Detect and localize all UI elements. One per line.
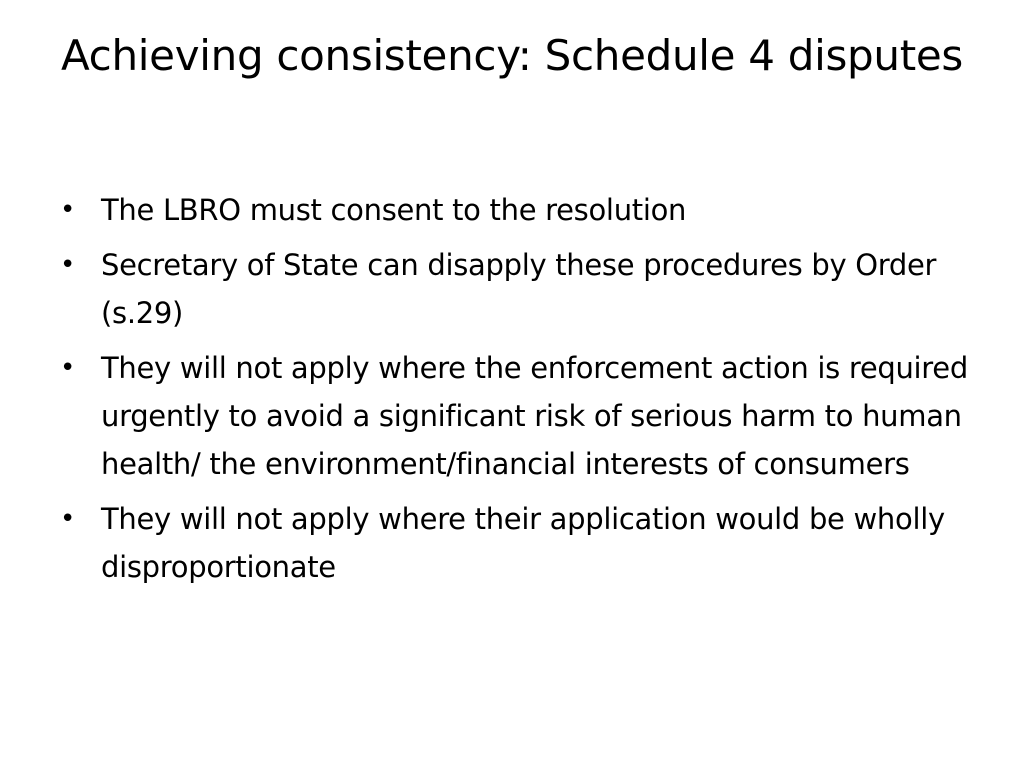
bullet-text: They will not apply where the enforcement action is required urgently to avoid a significant risk of serious harm to human health/ the environment/financial interests of consumers (101, 351, 968, 481)
bullet-item (56, 241, 986, 337)
bullet-icon: • (60, 250, 76, 280)
bullet-icon: • (60, 504, 76, 534)
bullet-item (56, 186, 986, 234)
bullet-item (56, 344, 986, 488)
bullet-icon: • (60, 195, 76, 225)
bullet-text: The LBRO must consent to the resolution (101, 193, 687, 227)
bullet-list (56, 186, 986, 598)
bullet-text: Secretary of State can disapply these procedures by Order (s.29) (101, 248, 937, 330)
slide-title: Achieving consistency: Schedule 4 disputes (60, 31, 964, 80)
bullet-text: They will not apply where their application would be wholly disproportionate (101, 502, 945, 584)
bullet-item (56, 495, 986, 591)
bullet-icon: • (60, 353, 76, 383)
